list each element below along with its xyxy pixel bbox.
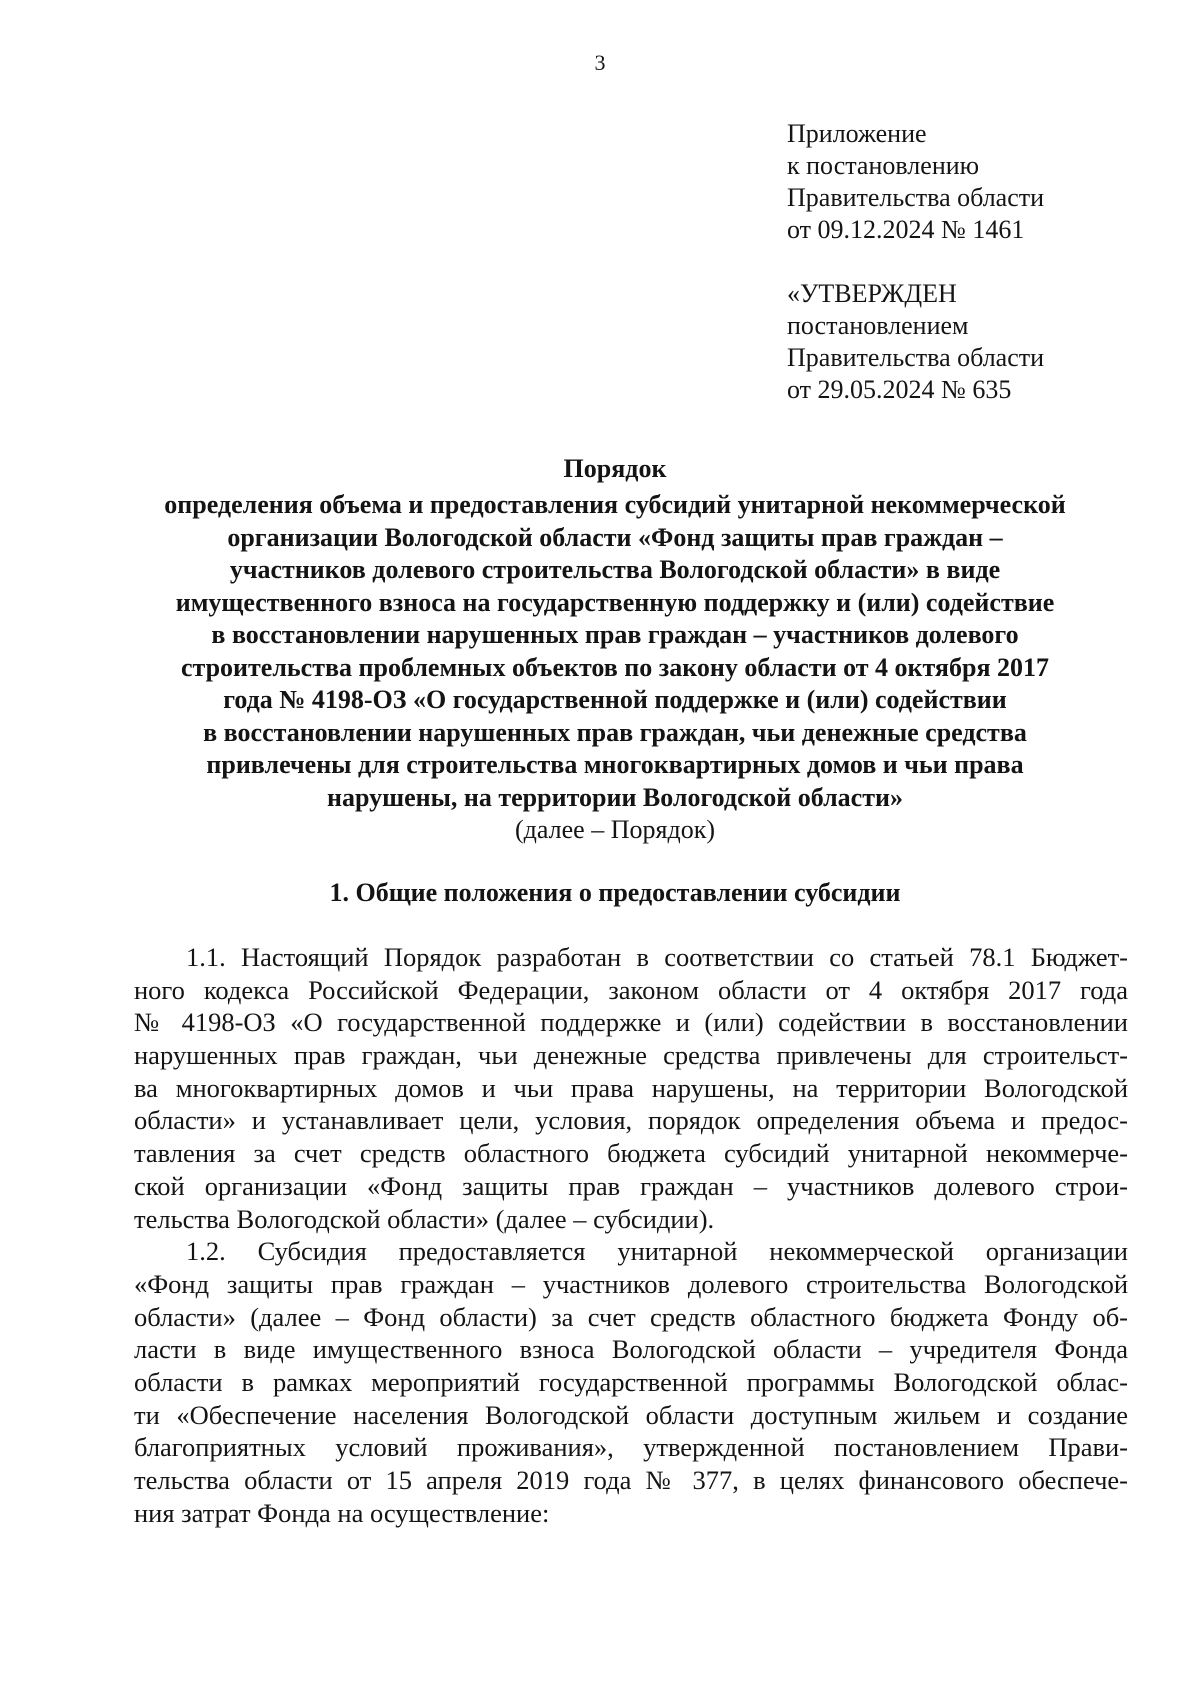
appendix-line: Правительства области [787,183,1045,212]
section-heading: 1. Общие положения о предоставлении субсидии [329,878,901,907]
title-line: в восстановлении нарушенных прав граждан, чьи денежные средства [203,717,1027,747]
paragraph-line: 1.1. Настоящий Порядок разработан в соответствии со статьей 78.1 Бюджет- [186,942,1128,972]
title-line: привлечены для строительства многоквартирных домов и чьи права [206,750,1024,779]
approval-line: от 29.05.2024 № 635 [787,375,1012,404]
section-body [134,941,1128,1529]
paragraph-line: «Фонд защиты прав граждан – участников долевого строительства Вологодской [134,1268,1128,1299]
document-title [120,452,1110,846]
appendix-line: Приложение [787,119,927,148]
appendix-line: к постановлению [787,151,980,180]
title-line: имущественного взноса на государственную поддержку и (или) содействие [175,587,1055,617]
paragraph-line: тавления за счет средств областного бюджета субсидий унитарной некоммерче- [134,1138,1128,1169]
title-line: организации Вологодской области «Фонд защиты прав граждан – [227,522,1003,552]
title-abbreviation: (далее – Порядок) [515,815,715,844]
title-line: участников долевого строительства Вологодской области» в виде [229,555,1001,584]
approval-line: «УТВЕРЖДЕН [787,279,957,308]
title-line: в восстановлении нарушенных прав граждан – участников долевого [211,620,1019,649]
paragraph-line: ласти в виде имущественного взноса Вологодской области – учредителя Фонда [134,1334,1128,1365]
page-number: 3 [594,50,606,75]
paragraph-line: области в рамках мероприятий государственной программы Вологодской облас- [134,1366,1128,1397]
title-line: определения объема и предоставления субсидий унитарной некоммерческой [164,490,1066,519]
paragraph-line: тельства области от 15 апреля 2019 года № 377, в целях финансового обеспече- [134,1465,1128,1495]
paragraph-line: № 4198-ОЗ «О государственной поддержке и (или) содействии в восстановлении [134,1007,1128,1038]
title-heading: Порядок [563,454,667,483]
paragraph-line: ти «Обеспечение населения Вологодской области доступным жильем и создание [134,1399,1128,1430]
approval-line: постановлением [787,311,969,340]
paragraph-line: области» и устанавливает цели, условия, порядок определения объема и предос- [134,1105,1128,1136]
paragraph-1-1 [134,941,1128,1235]
appendix-stamp [787,118,1167,246]
paragraph-line: благоприятных условий проживания», утвержденной постановлением Прави- [134,1432,1128,1463]
title-line: строительства проблемных объектов по закону области от 4 октября 2017 [180,652,1050,682]
title-line: нарушены, на территории Вологодской области» [327,782,903,812]
approval-line: Правительства области [787,343,1045,372]
paragraph-line: ва многоквартирных домов и чьи права нарушены, на территории Вологодской [134,1072,1128,1103]
paragraph-line: 1.2. Субсидия предоставляется унитарной некоммерческой организации [186,1236,1128,1267]
paragraph-line: ния затрат Фонда на осуществление: [134,1497,550,1528]
paragraph-line: ской организации «Фонд защиты прав граждан – участников долевого строи- [134,1170,1128,1201]
paragraph-1-2 [134,1235,1128,1529]
approval-stamp [787,278,1167,406]
paragraph-line: нарушенных прав граждан, чьи денежные средства привлечены для строительст- [134,1040,1128,1071]
appendix-line: от 09.12.2024 № 1461 [787,215,1025,244]
paragraph-line: тельства Вологодской области» (далее – субсидии). [134,1203,715,1234]
paragraph-line: области» (далее – Фонд области) за счет средств областного бюджета Фонду об- [134,1301,1128,1332]
paragraph-line: ного кодекса Российской Федерации, законом области от 4 октября 2017 года [134,974,1128,1005]
title-line: года № 4198-ОЗ «О государственной поддержке и (или) содействии [223,685,1007,714]
